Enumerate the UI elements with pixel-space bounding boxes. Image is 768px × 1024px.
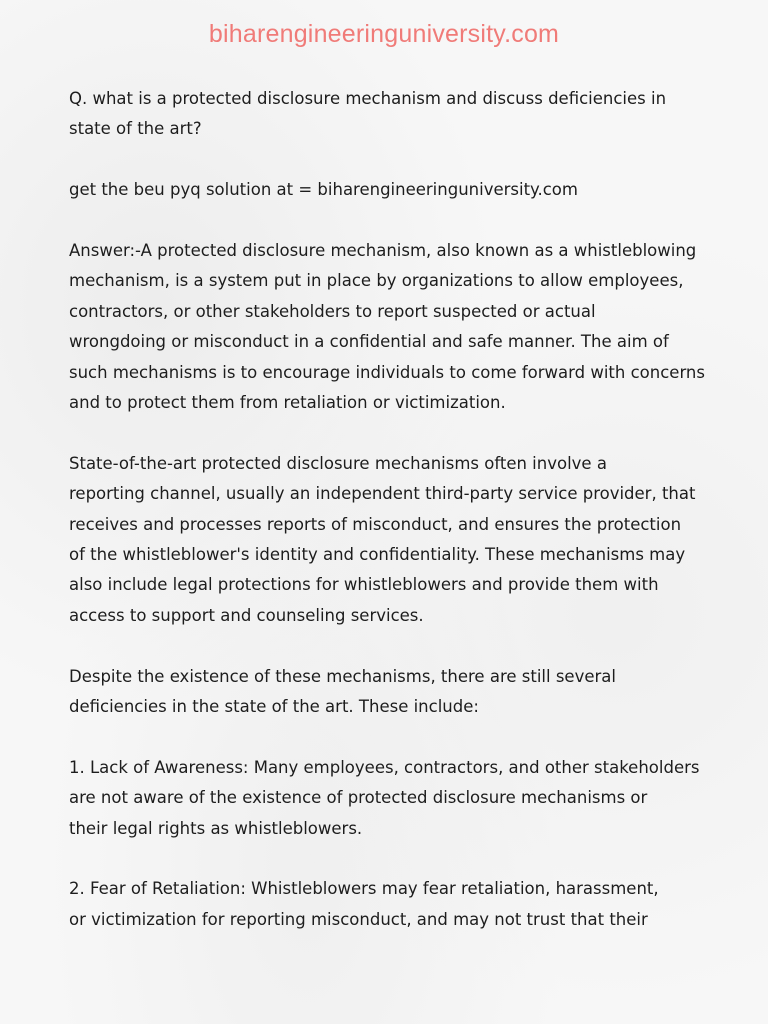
list-item-lack-of-awareness [69,753,729,844]
document-body [69,84,729,966]
text-line: reporting channel, usually an independent third-party service provider, that [69,484,696,504]
list-item-fear-of-retaliation [69,874,729,935]
promo-paragraph [69,175,729,205]
text-line: access to support and counseling services. [69,605,424,625]
text-line: such mechanisms is to encourage individuals to come forward with concerns [69,362,705,382]
deficiencies-intro-paragraph [69,662,729,723]
state-of-art-paragraph [69,449,729,631]
text-line: also include legal protections for whistleblowers and provide them with [69,575,659,595]
text-line: or victimization for reporting misconduct, and may not trust that their [69,909,648,929]
text-line: Answer:-A protected disclosure mechanism, also known as a whistleblowing [69,241,697,260]
text-line: wrongdoing or misconduct in a confidential and safe manner. The aim of [69,332,669,352]
text-line: 1. Lack of Awareness: Many employees, contractors, and other stakeholders [69,757,700,777]
text-line: state of the art? [69,119,202,139]
text-line: Despite the existence of these mechanisms, there are still several [69,666,616,686]
text-line: of the whistleblower's identity and confidentiality. These mechanisms may [69,545,686,565]
text-line: and to protect them from retaliation or victimization. [69,393,506,413]
question-paragraph [69,84,729,145]
site-watermark-header: biharengineeringuniversity.com [208,20,560,48]
text-line: contractors, or other stakeholders to report suspected or actual [69,301,596,321]
text-line: mechanism, is a system put in place by organizations to allow employees, [69,271,684,291]
text-line: Q. what is a protected disclosure mechanism and discuss deficiencies in [69,89,667,108]
text-line: State-of-the-art protected disclosure mechanisms often involve a [69,453,607,473]
answer-paragraph [69,236,729,418]
text-line: deficiencies in the state of the art. These include: [69,697,479,717]
text-line: receives and processes reports of misconduct, and ensures the protection [69,514,682,534]
text-line: their legal rights as whistleblowers. [69,818,363,838]
text-line: 2. Fear of Retaliation: Whistleblowers may fear retaliation, harassment, [69,879,659,899]
text-line: get the beu pyq solution at = biharengineeringuniversity.com [69,180,578,200]
text-line: are not aware of the existence of protected disclosure mechanisms or [69,788,648,808]
